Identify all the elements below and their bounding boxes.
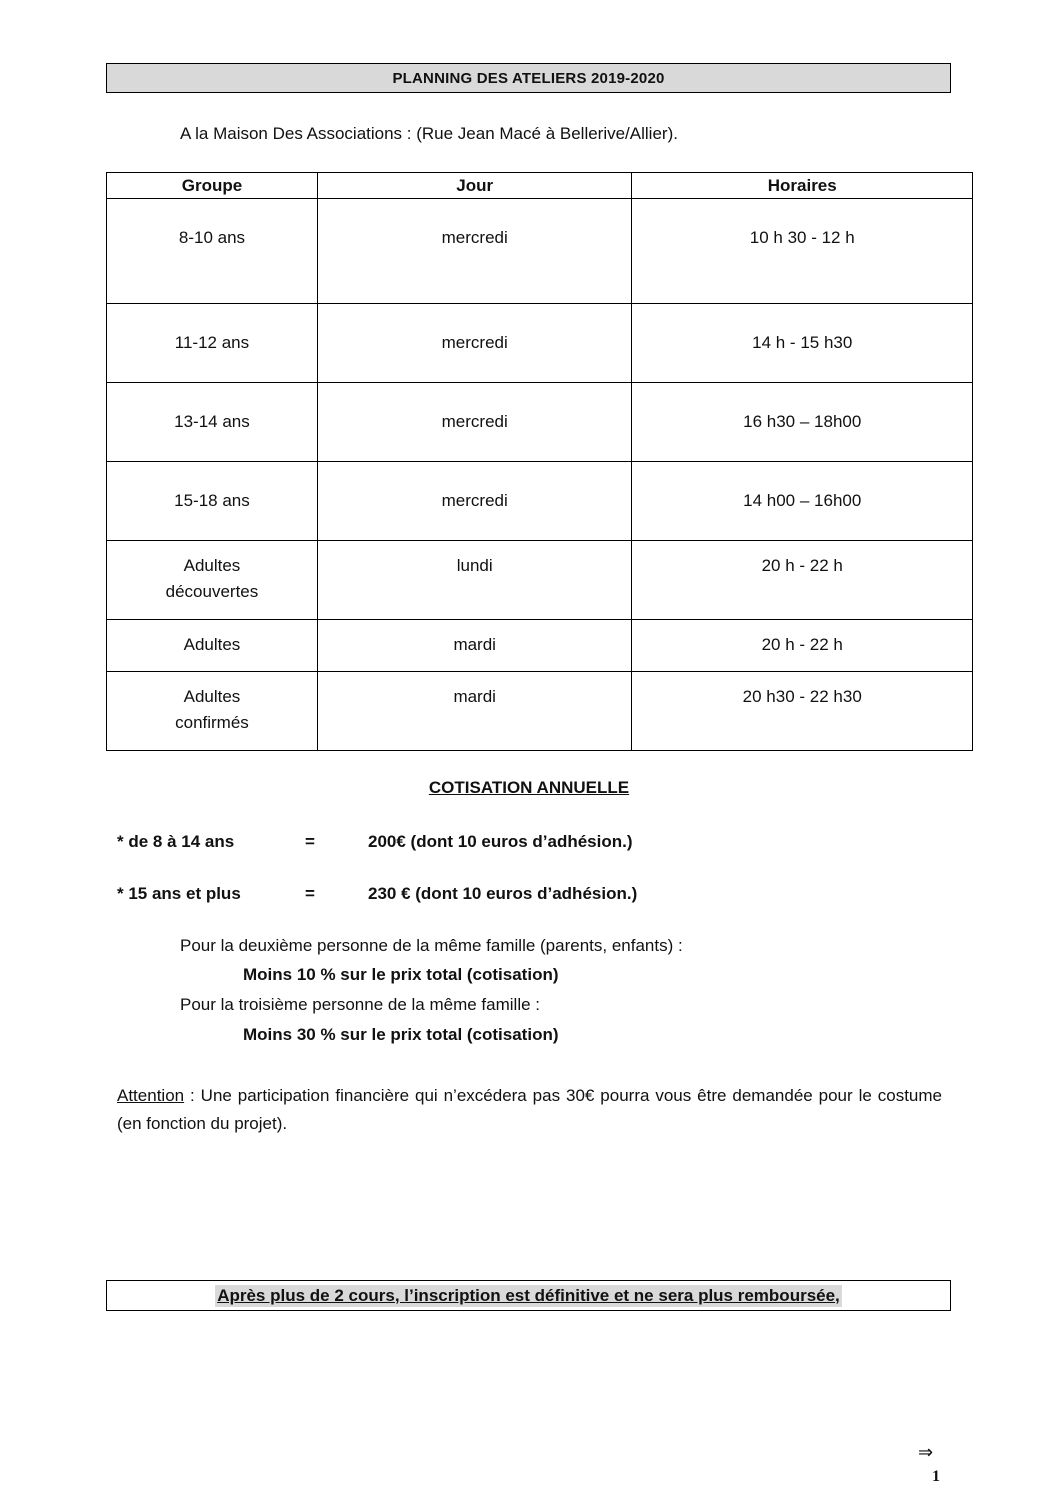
page-title: PLANNING DES ATELIERS 2019-2020 bbox=[106, 63, 951, 93]
location-line bbox=[180, 124, 678, 144]
cell-groupe: 15-18 ans bbox=[107, 462, 318, 541]
cotisation-heading: COTISATION ANNUELLE bbox=[428, 778, 630, 797]
fee-equals: = bbox=[305, 884, 315, 903]
fee-amount: 200€ (dont 10 euros d’adhésion.) bbox=[368, 832, 633, 851]
cell-jour: lundi bbox=[317, 541, 632, 620]
location-lead: A la Maison Des Associations : bbox=[180, 124, 412, 143]
table-header-row bbox=[107, 173, 973, 199]
fee-amount: 230 € (dont 10 euros d’adhésion.) bbox=[368, 884, 638, 903]
header-horaires: Horaires bbox=[632, 173, 973, 199]
table-row bbox=[107, 541, 973, 620]
third-person-text: Pour la troisième personne de la même famille : bbox=[180, 995, 540, 1014]
cell-jour: mercredi bbox=[317, 462, 632, 541]
cell-horaires: 20 h - 22 h bbox=[632, 541, 973, 620]
cell-groupe: 13-14 ans bbox=[107, 383, 318, 462]
attention-text: : Une participation financière qui n’excédera pas 30€ pourra vous être demandée pour le costume (en fonction du projet). bbox=[117, 1086, 942, 1133]
second-person-discount: Moins 10 % sur le prix total (cotisation) bbox=[243, 965, 559, 984]
table-row bbox=[107, 620, 973, 672]
refund-notice-text: Après plus de 2 cours, l’inscription est définitive et ne sera plus remboursée, bbox=[217, 1285, 840, 1305]
table-row bbox=[107, 304, 973, 383]
cell-groupe: Adultes bbox=[107, 620, 318, 672]
location-detail: (Rue Jean Macé à Bellerive/Allier). bbox=[411, 124, 678, 143]
header-jour: Jour bbox=[317, 173, 632, 199]
page-number: 1 bbox=[932, 1468, 940, 1485]
refund-notice bbox=[106, 1280, 951, 1311]
cell-groupe: Adultes découvertes bbox=[107, 541, 318, 620]
table-row bbox=[107, 672, 973, 751]
attention-paragraph bbox=[117, 1082, 942, 1138]
cell-groupe: Adultes confirmés bbox=[107, 672, 318, 751]
cell-jour: mercredi bbox=[317, 304, 632, 383]
header-groupe: Groupe bbox=[107, 173, 318, 199]
cell-horaires: 14 h - 15 h30 bbox=[632, 304, 973, 383]
attention-label: Attention bbox=[117, 1086, 185, 1105]
table-row bbox=[107, 383, 973, 462]
cell-groupe: 8-10 ans bbox=[107, 199, 318, 304]
cell-jour: mardi bbox=[317, 620, 632, 672]
schedule-table bbox=[106, 172, 973, 751]
cell-horaires: 14 h00 – 16h00 bbox=[632, 462, 973, 541]
cell-horaires: 20 h30 - 22 h30 bbox=[632, 672, 973, 751]
cell-horaires: 20 h - 22 h bbox=[632, 620, 973, 672]
cell-horaires: 16 h30 – 18h00 bbox=[632, 383, 973, 462]
fee-label: * 15 ans et plus bbox=[117, 884, 241, 903]
fee-equals: = bbox=[305, 832, 315, 851]
cell-jour: mardi bbox=[317, 672, 632, 751]
cell-horaires: 10 h 30 - 12 h bbox=[632, 199, 973, 304]
third-person-discount: Moins 30 % sur le prix total (cotisation) bbox=[243, 1025, 559, 1044]
second-person-text: Pour la deuxième personne de la même famille (parents, enfants) : bbox=[180, 936, 683, 955]
table-row bbox=[107, 462, 973, 541]
fee-label: * de 8 à 14 ans bbox=[117, 832, 235, 851]
cell-groupe: 11-12 ans bbox=[107, 304, 318, 383]
cell-jour: mercredi bbox=[317, 199, 632, 304]
cell-jour: mercredi bbox=[317, 383, 632, 462]
next-page-arrow-icon: ⇒ bbox=[918, 1442, 934, 1463]
table-row bbox=[107, 199, 973, 304]
